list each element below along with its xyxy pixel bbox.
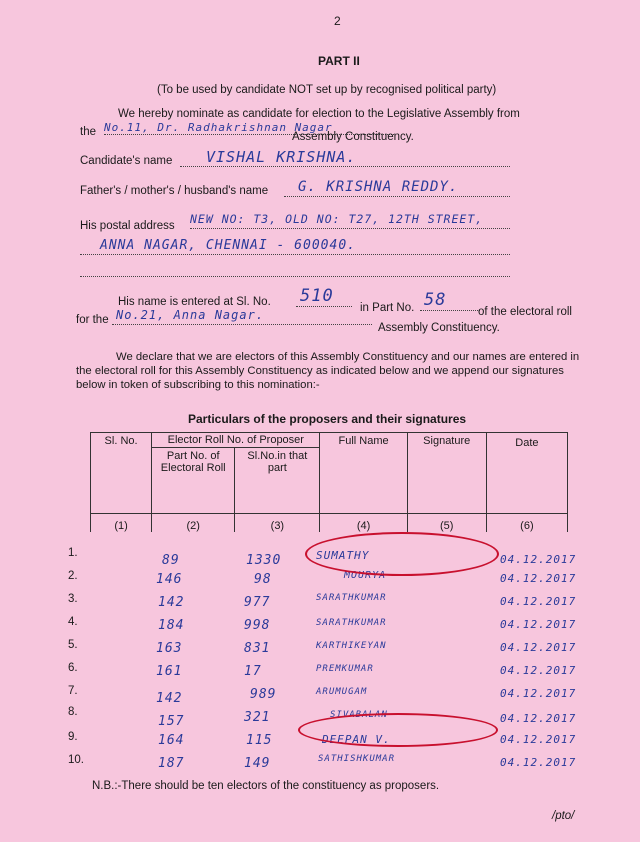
row-date: 04.12.2017 — [500, 733, 577, 746]
col-number: (2) — [152, 514, 235, 532]
row-name: SIVABALAN — [330, 710, 388, 720]
row-slpart: 115 — [246, 733, 273, 748]
postal-value-1: NEW NO: T3, OLD NO: T27, 12TH STREET, — [190, 212, 484, 226]
col-number: (6) — [486, 514, 567, 532]
row-date: 04.12.2017 — [500, 553, 577, 566]
row-name: PREMKUMAR — [316, 664, 374, 674]
col-number: (5) — [407, 514, 486, 532]
row-date: 04.12.2017 — [500, 572, 577, 585]
row-part: 146 — [156, 572, 183, 587]
postal-line-2 — [80, 236, 510, 255]
the-label: the — [80, 126, 96, 138]
row-name: KARTHIKEYAN — [316, 641, 387, 651]
pto-marker: /pto/ — [552, 810, 575, 822]
row-date: 04.12.2017 — [500, 618, 577, 631]
row-name: SATHISHKUMAR — [318, 754, 396, 764]
roll-slno-line — [296, 286, 352, 307]
candidate-label: Candidate's name — [80, 155, 173, 167]
row-name: MOURYA — [344, 570, 387, 581]
row-date: 04.12.2017 — [500, 595, 577, 608]
roll-text-4: for the — [76, 314, 109, 326]
nominate-intro: We hereby nominate as candidate for election to the Legislative Assembly from — [118, 108, 520, 120]
constituency-handwritten: No.11, Dr. Radhakrishnan Nagar — [104, 121, 333, 134]
row-date: 04.12.2017 — [500, 664, 577, 677]
row-slpart: 98 — [254, 572, 272, 587]
row-sl: 3. — [68, 593, 78, 605]
row-slpart: 321 — [244, 710, 271, 725]
row-sl: 4. — [68, 616, 78, 628]
col-number: (3) — [235, 514, 320, 532]
row-part: 142 — [158, 595, 185, 610]
roll-text-5: Assembly Constituency. — [378, 322, 500, 334]
parent-label: Father's / mother's / husband's name — [80, 185, 269, 197]
row-slpart: 989 — [250, 687, 277, 702]
candidate-line — [180, 148, 510, 167]
nb-note: N.B.:-There should be ten electors of the constituency as proposers. — [92, 780, 440, 792]
table-row — [60, 752, 590, 775]
table-row — [60, 660, 590, 683]
row-name: SARATHKUMAR — [316, 618, 387, 628]
declaration: We declare that we are electors of this Assembly Constituency and our names are entered in the electoral roll for this Assembly Constituency as indicated below and we append our signatures below in token of subscribing to this nomination:- — [76, 351, 580, 391]
row-name: DEEPAN V. — [322, 733, 391, 746]
table-row — [60, 637, 590, 660]
proposers-table — [90, 432, 568, 532]
row-slpart: 998 — [244, 618, 271, 633]
header-signature: Signature — [407, 433, 486, 514]
header-date: Date — [486, 433, 567, 514]
row-date: 04.12.2017 — [500, 687, 577, 700]
postal-line-1 — [190, 210, 510, 229]
header-slno: Sl. No. — [91, 433, 152, 514]
page-number: 2 — [334, 14, 341, 28]
row-date: 04.12.2017 — [500, 712, 577, 725]
parent-line — [284, 178, 510, 197]
highlight-circle-row-9 — [298, 713, 498, 747]
header-elector-roll: Elector Roll No. of Proposer — [152, 433, 320, 448]
row-sl: 7. — [68, 685, 78, 697]
col-number: (1) — [91, 514, 152, 532]
row-sl: 2. — [68, 570, 78, 582]
postal-line-3 — [80, 262, 510, 277]
row-name: SUMATHY — [316, 549, 370, 562]
row-slpart: 149 — [244, 756, 271, 771]
row-sl: 5. — [68, 639, 78, 651]
row-part: 89 — [162, 553, 180, 568]
header-sl-in-part: Sl.No.in that part — [235, 448, 320, 514]
postal-label: His postal address — [80, 220, 175, 232]
row-name: SARATHKUMAR — [316, 593, 387, 603]
row-sl: 1. — [68, 547, 78, 559]
parent-value: G. KRISHNA REDDY. — [298, 179, 459, 195]
header-full-name: Full Name — [320, 433, 407, 514]
roll-text-1: His name is entered at Sl. No. — [118, 296, 271, 308]
part-subtitle: (To be used by candidate NOT set up by recognised political party) — [157, 84, 497, 96]
col-number: (4) — [320, 514, 407, 532]
candidate-value: VISHAL KRISHNA. — [206, 148, 357, 166]
row-slpart: 1330 — [246, 553, 282, 568]
row-date: 04.12.2017 — [500, 641, 577, 654]
constituency-suffix: Assembly Constituency. — [292, 131, 414, 143]
row-sl: 10. — [68, 754, 84, 766]
row-sl: 8. — [68, 706, 78, 718]
table-row — [60, 614, 590, 637]
table-row — [60, 683, 590, 706]
row-part: 184 — [158, 618, 185, 633]
highlight-circle-row-1 — [305, 532, 499, 576]
row-sl: 9. — [68, 731, 78, 743]
row-slpart: 977 — [244, 595, 271, 610]
postal-value-2: ANNA NAGAR, CHENNAI - 600040. — [100, 238, 356, 253]
row-part: 161 — [156, 664, 183, 679]
roll-constituency-line — [112, 306, 372, 325]
row-slpart: 17 — [244, 664, 262, 679]
part-title: PART II — [318, 54, 360, 68]
roll-partno-line — [420, 290, 480, 311]
table-title: Particulars of the proposers and their signatures — [188, 412, 467, 426]
roll-constituency: No.21, Anna Nagar. — [116, 308, 265, 322]
row-part: 142 — [156, 691, 183, 706]
roll-text-2: in Part No. — [360, 302, 415, 314]
row-part: 163 — [156, 641, 183, 656]
row-part: 187 — [158, 756, 185, 771]
table-row — [60, 591, 590, 614]
table-row — [60, 568, 590, 591]
row-date: 04.12.2017 — [500, 756, 577, 769]
row-part: 157 — [158, 714, 185, 729]
roll-partno: 58 — [424, 290, 447, 310]
roll-text-3: of the electoral roll — [478, 306, 572, 318]
header-part-no: Part No. of Electoral Roll — [152, 448, 235, 514]
row-part: 164 — [158, 733, 185, 748]
row-sl: 6. — [68, 662, 78, 674]
row-name: ARUMUGAM — [316, 687, 368, 697]
roll-slno: 510 — [300, 286, 334, 306]
row-slpart: 831 — [244, 641, 271, 656]
